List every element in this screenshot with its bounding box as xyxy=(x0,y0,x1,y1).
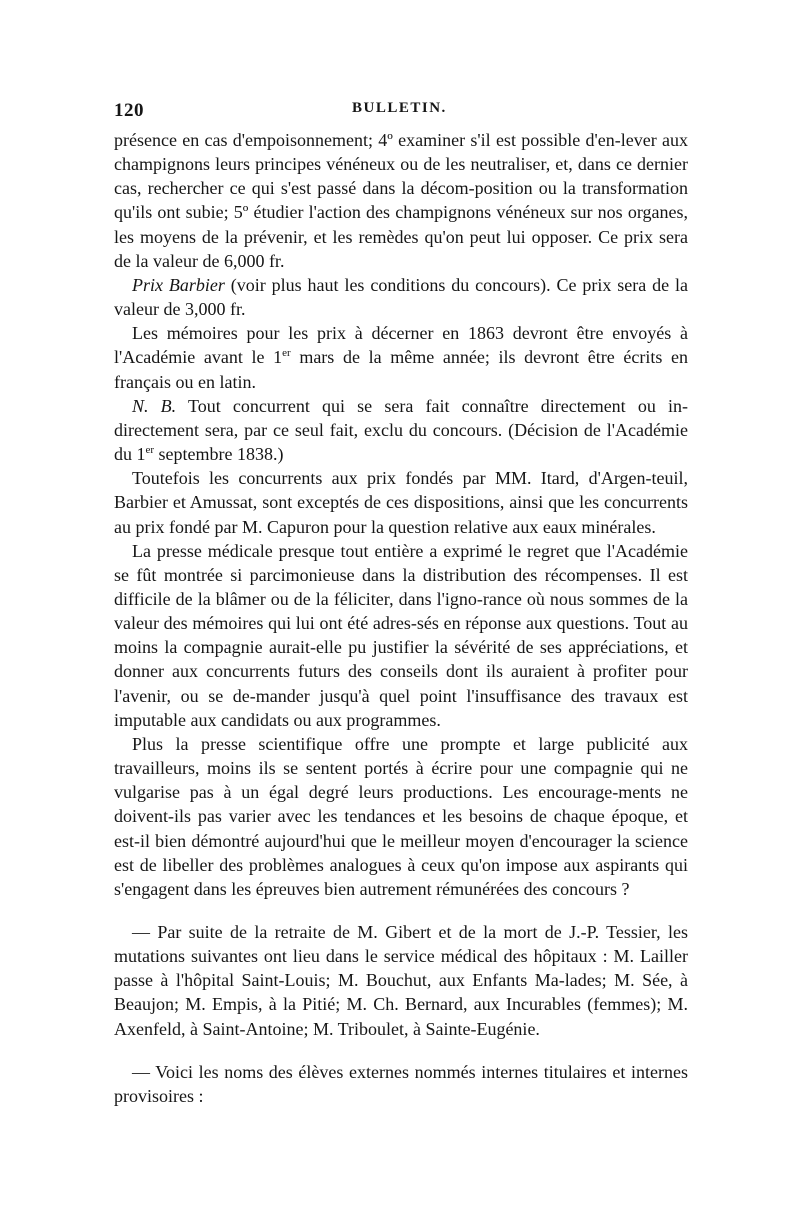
paragraph-text: mars de la même année; ils devront être écrits en français ou en latin. xyxy=(114,347,689,392)
superscript: er xyxy=(145,444,155,457)
paragraph-text: septembre 1838.) xyxy=(154,444,284,465)
paragraph-text: Tout concurrent qui se sera fait connaître directement ou in-directement sera, par ce seul fait, exclu du concours. (Décision de l'Académie du 1 xyxy=(114,395,688,465)
paragraph-exceptions: Toutefois les concurrents aux prix fondés par MM. Itard, d'Argen-teuil, Barbier et Amussat, sont exceptés de ces dispositions, ainsi que les concurrents au prix fondé par M. Capuron pour la question relative aux eaux minérales. xyxy=(114,468,688,537)
paragraph-nota-bene xyxy=(114,394,688,466)
paragraph-interns-list: — Voici les noms des élèves externes nommés internes titulaires et internes provisoires : xyxy=(114,1061,688,1106)
paragraph-hospital-mutations: — Par suite de la retraite de M. Gibert et de la mort de J.-P. Tessier, les mutations suivantes ont lieu dans le service médical des hôpitaux : M. Lailler passe à l'hôpital Saint-Louis; M. Bouchut, aux Enfants Ma-lades; M. Sée, à Beaujon; M. Empis, à la Pitié; M. Ch. Bernard, aux Incurables (femmes); M. Axenfeld, à Saint-Antoine; M. Triboulet, à Sainte-Eugénie. xyxy=(114,922,688,1039)
paragraph-text: Les mémoires pour les prix à décerner en 1863 devront être envoyés à l'Académie avant le 1 xyxy=(114,323,688,368)
paragraph-prix-barbier xyxy=(114,273,688,321)
prize-name: Prix Barbier xyxy=(132,274,225,295)
superscript: er xyxy=(282,347,291,360)
nota-bene-label: N. B. xyxy=(132,395,177,416)
page-header xyxy=(114,100,686,124)
paragraph-press-regret: La presse médicale presque tout entière a exprimé le regret que l'Académie se fût montrée si parcimonieuse dans la distribution des récompenses. Il est difficile de la blâmer ou de la féliciter, dans l'igno-rance où nous sommes de la valeur des mémoires qui lui ont été adres-sés en réponse aux questions. Tout au moins la compagnie aurait-elle pu justifier la sévérité de ses appréciations, et donner aux concurrents futurs des conseils dont ils auraient à profiter pour l'avenir, ou se de-mander jusqu'à quel point l'insuffisance des travaux est imputable aux candidats ou aux programmes. xyxy=(114,540,688,730)
page-number: 120 xyxy=(114,100,144,121)
paragraph-text: (voir plus haut les conditions du concours). Ce prix sera de la valeur de 3,000 fr. xyxy=(114,274,688,320)
paragraph-press-publicity: Plus la presse scientifique offre une prompte et large publicité aux travailleurs, moins ils se sentent portés à écrire pour une compagnie qui ne vulgarise pas à un égal degré leurs productions. Les encourage-ments ne doivent-ils pas varier avec les tendances et les besoins de chaque époque, et est-il bien démontré aujourd'hui que le meilleur moyen d'encourager la science est de libeller des problèmes analogues à ceux qu'on impose aux aspirants qui s'engagent dans les épreuves bien autrement rémunérées des concours ? xyxy=(114,733,688,899)
running-title: BULLETIN. xyxy=(352,100,447,116)
paragraph-continuation: présence en cas d'empoisonnement; 4º examiner s'il est possible d'en-lever aux champignons leurs principes vénéneux ou de les neutraliser, et, dans ce dernier cas, rechercher ce qui s'est passé dans la décom-position ou la transformation qu'ils ont subie; 5º étudier l'action des champignons vénéneux sur nos organes, les moyens de la prévenir, et les remèdes qu'on peut lui opposer. Ce prix sera de la valeur de 6,000 fr. xyxy=(114,130,688,271)
body-text xyxy=(114,128,688,1108)
paragraph-deadline xyxy=(114,321,688,393)
